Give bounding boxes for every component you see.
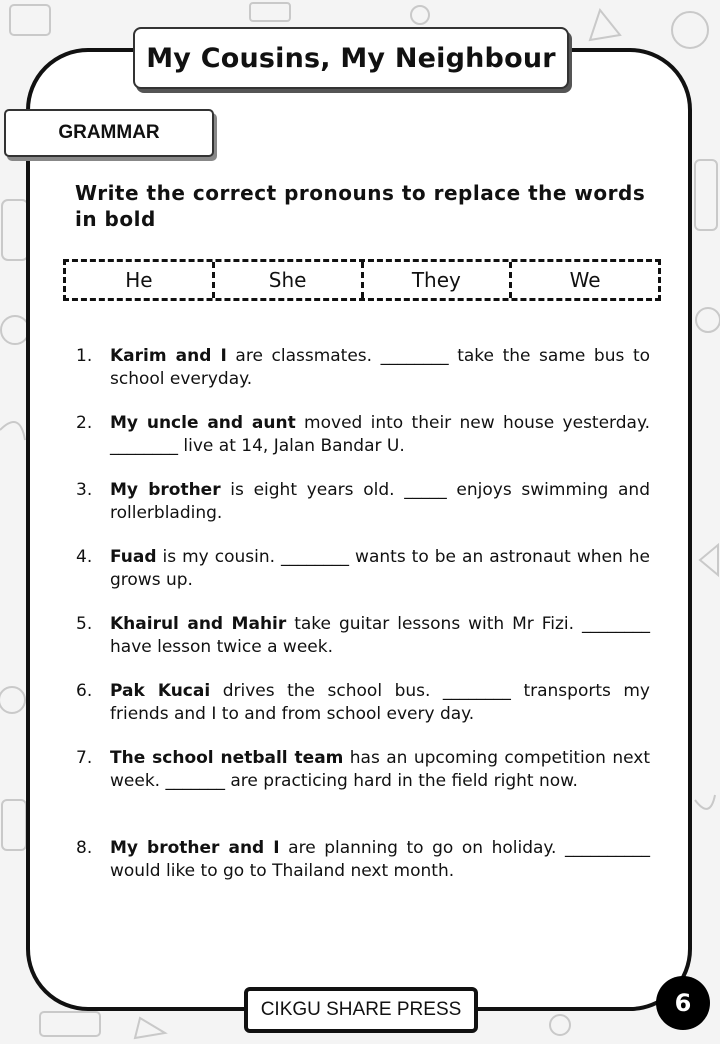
question-number: 7. (76, 748, 93, 768)
question-text (110, 680, 650, 726)
bold-phrase: My brother and I (110, 838, 280, 858)
question-text (110, 837, 650, 883)
bold-phrase: Khairul and Mahir (110, 614, 287, 634)
question-item (72, 345, 650, 391)
bold-phrase: My uncle and aunt (110, 413, 296, 433)
question-item (72, 837, 650, 883)
question-rest: is my cousin. ________ wants to be an astronaut when he grows up. (110, 547, 650, 590)
question-rest: is eight years old. _____ enjoys swimming and rollerblading. (110, 480, 650, 523)
question-text (110, 412, 650, 458)
question-item (72, 546, 650, 592)
question-text (110, 479, 650, 525)
question-text (110, 747, 650, 793)
question-rest: are planning to go on holiday. __________ would like to go to Thailand next month. (110, 838, 650, 881)
question-rest: take guitar lessons with Mr Fizi. ________ have lesson twice a week. (110, 614, 651, 657)
footer-publisher: CIKGU SHARE PRESS (244, 987, 478, 1033)
word-bank-item: She (215, 262, 364, 298)
question-item (72, 613, 650, 659)
question-number: 3. (76, 480, 93, 500)
question-number: 4. (76, 547, 93, 567)
question-number: 2. (76, 413, 93, 433)
question-rest: has an upcoming competition next week. _______ are practicing hard in the field right now. (110, 748, 650, 791)
page-number-badge: 6 (656, 976, 710, 1030)
question-rest: are classmates. ________ take the same bus to school everyday. (110, 346, 651, 389)
question-text (110, 345, 650, 391)
word-bank (63, 259, 661, 301)
word-bank-item: We (569, 268, 601, 292)
question-number: 8. (76, 838, 93, 858)
bold-phrase: Karim and I (110, 346, 227, 366)
question-rest: moved into their new house yesterday. ________ live at 14, Jalan Bandar U. (110, 413, 650, 456)
question-item (72, 479, 650, 525)
bold-phrase: Pak Kucai (110, 681, 211, 701)
question-text (110, 546, 650, 592)
question-item (72, 680, 650, 726)
page-title: My Cousins, My Neighbour (133, 27, 569, 89)
bold-phrase: My brother (110, 480, 221, 500)
question-number: 6. (76, 681, 93, 701)
question-rest: drives the school bus. ________ transports my friends and I to and from school every day. (110, 681, 650, 724)
question-number: 5. (76, 614, 93, 634)
instruction-text: Write the correct pronouns to replace the words in bold (75, 181, 646, 231)
question-item (72, 412, 650, 458)
bold-phrase: Fuad (110, 547, 157, 567)
question-text (110, 613, 650, 659)
section-label: GRAMMAR (4, 109, 214, 157)
word-bank-item: They (364, 262, 513, 298)
question-number: 1. (76, 346, 93, 366)
question-item (72, 747, 650, 793)
bold-phrase: The school netball team (110, 748, 344, 768)
word-bank-item: He (66, 262, 215, 298)
